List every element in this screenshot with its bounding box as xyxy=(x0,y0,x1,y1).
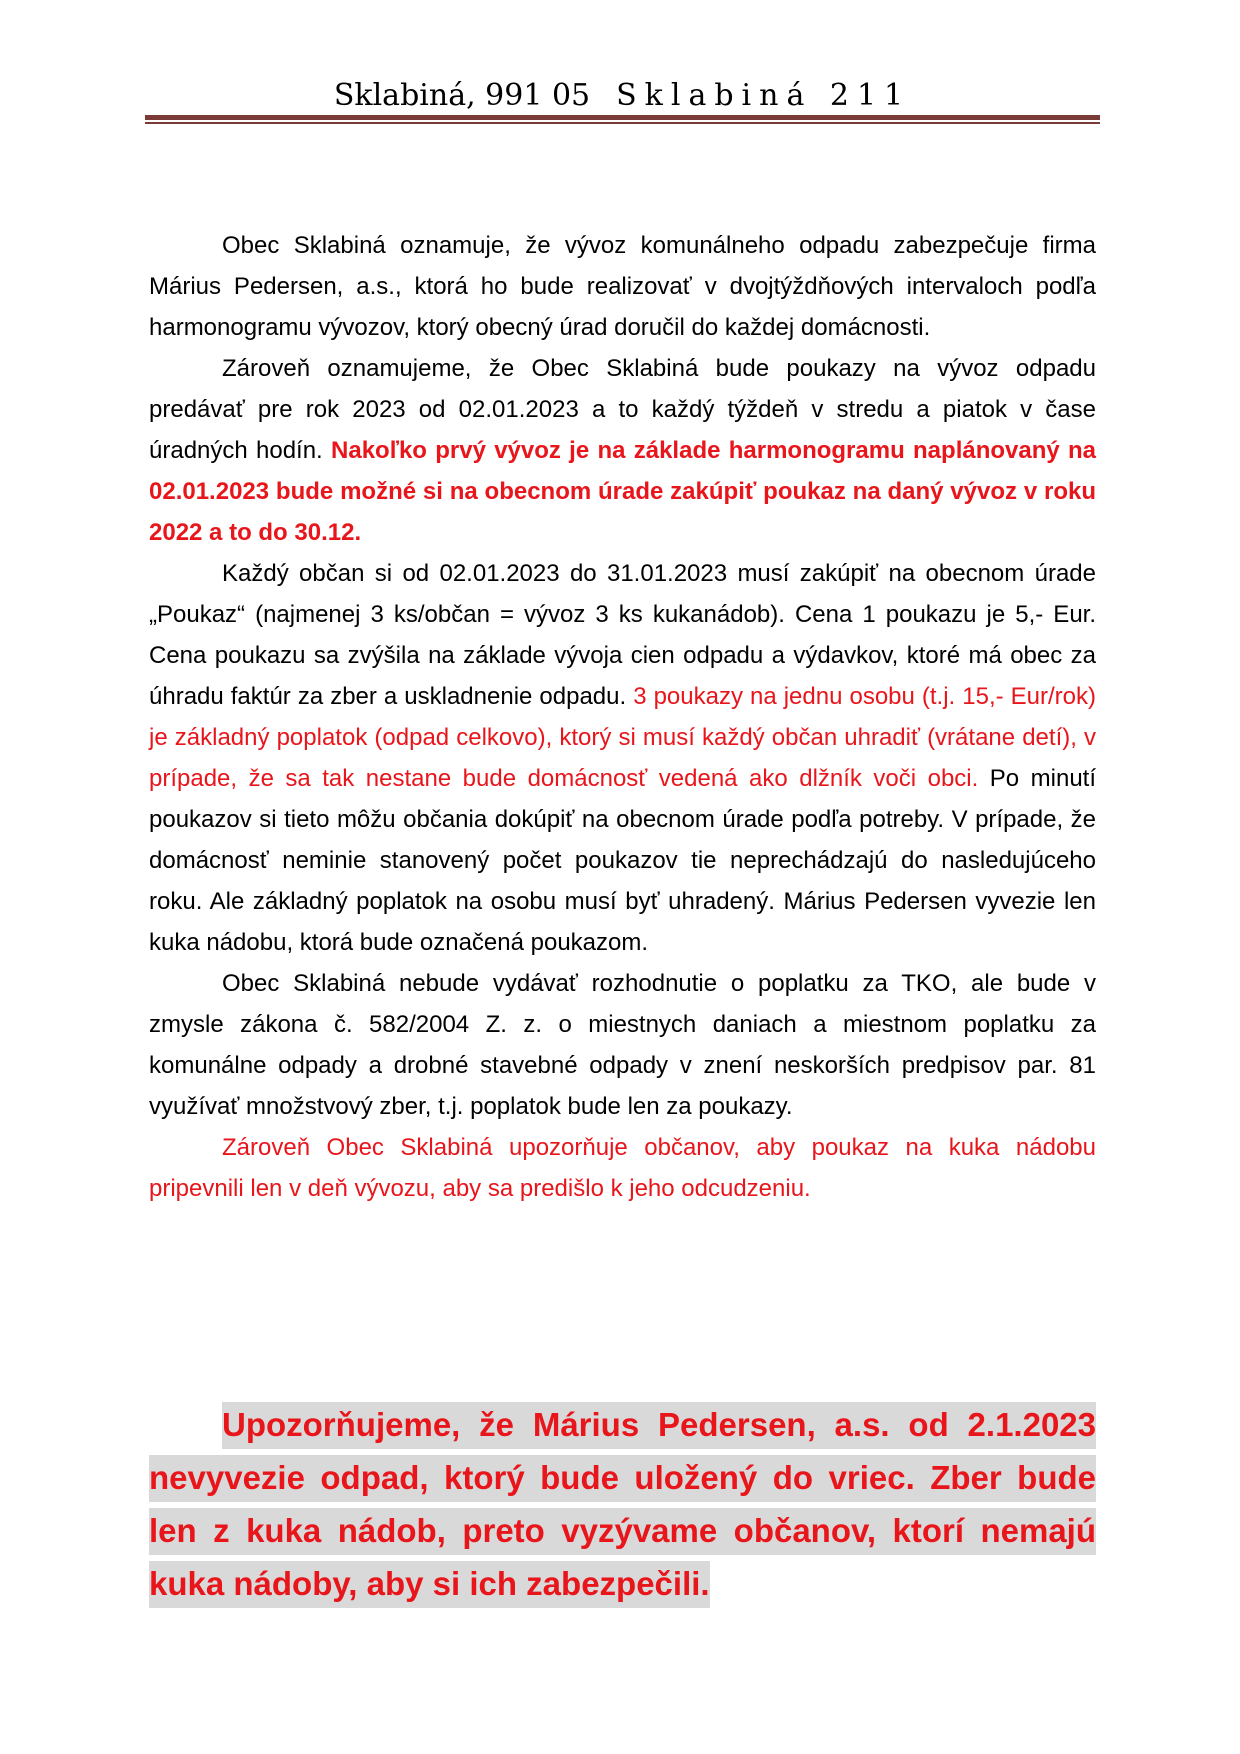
basic-fee-warning: 3 poukazy na jednu osobu (t.j. 15,- Eur/rok) je základný poplatok (odpad celkovo), ktorý si musí každý občan uhradiť (vrátane detí), v prípade, že sa tak nestane bude domácnosť vedená ako dlžník voči obci. xyxy=(149,683,1096,792)
voucher-price-text: Každý občan si od 02.01.2023 do 31.01.2023 musí zakúpiť na obecnom úrade „Poukaz“ (najmenej 3 ks/občan = vývoz 3 ks kukanádob). Cena 1 poukazu je 5,- Eur. Cena poukazu sa zvýšila na základe vývoja cien odpadu a výdavkov, ktoré má obec za úhradu faktúr za zber a uskladnenie odpadu. xyxy=(149,560,1096,710)
bag-collection-notice xyxy=(149,1398,1096,1610)
announcement-body xyxy=(149,225,1096,1209)
voucher-usage-text: Po minutí poukazov si tieto môžu občania dokúpiť na obecnom úrade podľa potreby. V prípade, že domácnosť neminie stanovený počet poukazov tie neprechádzajú do nasledujúceho roku. Ale základný poplatok na osobu musí byť uhradený. Márius Pedersen vyvezie len kuka nádobu, ktorá bude označená poukazom. xyxy=(149,765,1097,956)
voucher-sales-text: Zároveň oznamujeme, že Obec Sklabiná bude poukazy na vývoz odpadu predávať pre rok 2023 od 02.01.2023 a to každý týždeň v stredu a piatok v čase úradných hodín. xyxy=(149,355,1096,464)
header-rule-thick xyxy=(145,115,1100,120)
document-header xyxy=(145,78,1100,114)
paragraph-voucher-sales xyxy=(149,348,1096,553)
paragraph-fee-decision: Obec Sklabiná nebude vydávať rozhodnutie o poplatku za TKO, ale bude v zmysle zákona č. 582/2004 Z. z. o miestnych daniach a miestnom poplatku za komunálne odpady a drobné stavebné odpady v znení neskorších predpisov par. 81 využívať množstvový zber, t.j. poplatok bude len za poukazy. xyxy=(149,970,1096,1120)
paragraph-theft-warning: Zároveň Obec Sklabiná upozorňuje občanov, aby poukaz na kuka nádobu pripevnili len v deň vývozu, aby sa predišlo k jeho odcudzeniu. xyxy=(149,1134,1096,1202)
first-collection-warning: Nakoľko prvý vývoz je na základe harmonogramu naplánovaný na 02.01.2023 bude možné si na obecnom úrade zakúpiť poukaz na daný vývoz v roku 2022 a to do 30.12. xyxy=(149,437,1097,546)
header-street: Sklabiná 211 xyxy=(616,78,912,113)
paragraph-voucher-price xyxy=(149,553,1096,963)
header-address: Sklabiná, 991 05 xyxy=(333,78,591,113)
header-rule-thin xyxy=(145,122,1100,124)
paragraph-waste-collection: Obec Sklabiná oznamuje, že vývoz komunálneho odpadu zabezpečuje firma Márius Pedersen, a.s., ktorá ho bude realizovať v dvojtýždňových intervaloch podľa harmonogramu vývozov, ktorý obecný úrad doručil do každej domácnosti. xyxy=(149,232,1096,341)
notice-highlight: Upozorňujeme, že Márius Pedersen, a.s. od 2.1.2023 nevyvezie odpad, ktorý bude uložený do vriec. Zber bude len z kuka nádob, preto vyzývame občanov, ktorí nemajú kuka nádoby, aby si ich zabezpečili. xyxy=(149,1402,1096,1608)
